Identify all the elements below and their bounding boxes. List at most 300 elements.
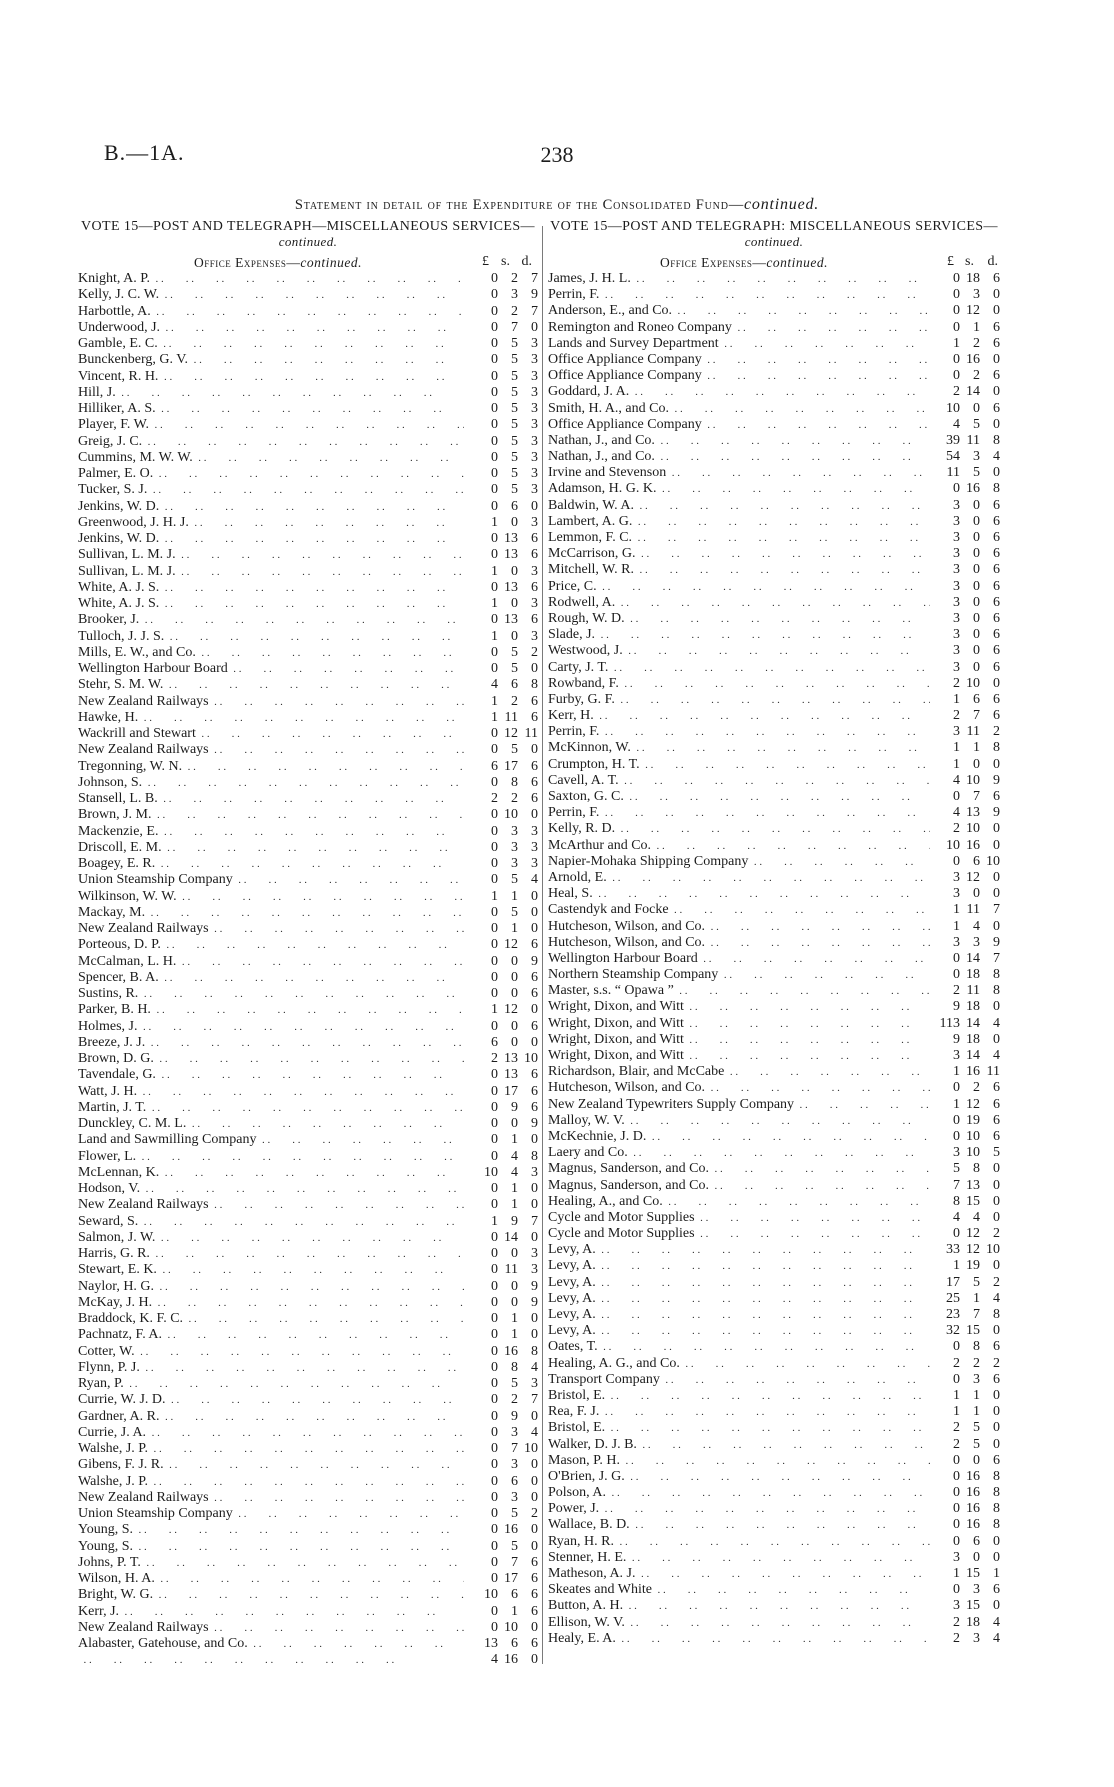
pounds-value: 0: [491, 1619, 498, 1635]
payee-name: Tavendale, G. . .: [78, 1067, 464, 1083]
payee-name: Crumpton, H. T. . .: [548, 757, 930, 773]
pence-value: 0: [531, 1311, 538, 1326]
pounds-value: 0: [491, 336, 498, 351]
table-row: [78, 271, 538, 287]
shillings-value: 5: [511, 482, 518, 498]
pence-value: 6: [993, 562, 1000, 578]
pence-value: 4: [993, 1015, 1000, 1031]
payee-name: Remington and Roneo Company . .: [548, 320, 930, 336]
left-table-body: [78, 271, 538, 1669]
shillings-value: 1: [511, 888, 518, 904]
shillings-value: 3: [973, 1582, 980, 1598]
shillings-value: 2: [511, 303, 518, 319]
payee-name: Anderson, E., and Co. . .: [548, 303, 930, 319]
shillings-value: 14: [966, 1015, 980, 1031]
shillings-value: 7: [511, 1441, 518, 1456]
payee-name: Healy, E. A. . .: [548, 1631, 930, 1647]
shillings-value: 18: [966, 1614, 980, 1630]
payee-name: Martin, J. T. . .: [78, 1100, 464, 1116]
pence-value: 3: [531, 856, 538, 871]
payee-name: Underwood, J. . .: [78, 320, 464, 336]
pounds-value: 0: [491, 1278, 498, 1294]
table-row: [78, 677, 538, 693]
pence-value: 9: [531, 287, 538, 303]
payee-name: Currie, W. J. D. . .: [78, 1392, 464, 1408]
pounds-value: 0: [491, 872, 498, 888]
table-row: [78, 710, 538, 726]
table-row: [78, 434, 538, 450]
table-row: [78, 1084, 538, 1100]
payee-name: Stansell, L. B. . .: [78, 791, 464, 807]
payee-name: Brown, J. M. . .: [78, 807, 464, 823]
pence-value: 0: [531, 888, 538, 904]
payee-name: Jenkins, W. D. . .: [78, 531, 464, 547]
table-row: [548, 1598, 1000, 1614]
pounds-value: 1: [953, 1096, 960, 1112]
shillings-value: 3: [973, 934, 980, 950]
payee-name: Greenwood, J. H. J. . .: [78, 515, 464, 531]
pence-value: 3: [531, 514, 538, 530]
left-shillings-header: s.: [501, 254, 510, 269]
payee-name: Watt, J. H. . .: [78, 1084, 464, 1100]
payee-name: Kelly, J. C. W. . .: [78, 287, 464, 303]
shillings-value: 16: [966, 1485, 980, 1501]
pence-value: 0: [993, 999, 1000, 1015]
table-row: [548, 401, 1000, 417]
table-row: [78, 547, 538, 563]
table-row: [548, 951, 1000, 967]
pounds-value: 3: [953, 724, 960, 740]
payee-name: Wallace, B. D. . .: [548, 1517, 930, 1533]
payee-name: Flower, L. . .: [78, 1149, 464, 1165]
pence-value: 3: [531, 563, 538, 579]
pence-value: 0: [531, 1034, 538, 1050]
payee-name: Bunckenberg, G. V. . .: [78, 352, 464, 368]
pence-value: 0: [993, 1387, 1000, 1403]
pence-value: 3: [531, 1246, 538, 1261]
pounds-value: 1: [491, 709, 498, 725]
shillings-value: 5: [511, 742, 518, 758]
table-row: [548, 433, 1000, 449]
payee-name: McKechnie, J. D. . .: [548, 1129, 930, 1145]
table-row: [548, 1631, 1000, 1647]
payee-name: Rea, F. J. . .: [548, 1404, 930, 1420]
table-row: [548, 902, 1000, 918]
pence-value: 7: [993, 950, 1000, 966]
pounds-value: 0: [491, 368, 498, 384]
pounds-value: 0: [491, 1311, 498, 1326]
shillings-value: 1: [511, 1132, 518, 1148]
shillings-value: 0: [973, 594, 980, 610]
pounds-value: 0: [491, 1099, 498, 1115]
pounds-value: 3: [953, 562, 960, 578]
shillings-value: 1: [973, 1404, 980, 1420]
shillings-value: 14: [504, 1229, 518, 1245]
pounds-value: 0: [491, 1603, 498, 1619]
table-row: [548, 1404, 1000, 1420]
pounds-value: 0: [953, 481, 960, 497]
pounds-value: 2: [953, 675, 960, 691]
shillings-value: 11: [966, 902, 980, 918]
pounds-value: 0: [491, 644, 498, 660]
table-row: [548, 271, 1000, 287]
pounds-value: 0: [953, 319, 960, 335]
pence-value: 6: [531, 774, 538, 790]
pounds-value: 6: [491, 1034, 498, 1050]
shillings-value: 6: [973, 1533, 980, 1549]
shillings-value: 11: [504, 709, 518, 725]
payee-name: Tucker, S. J. . .: [78, 482, 464, 498]
pence-value: 4: [993, 1290, 1000, 1306]
statement-title: [0, 196, 1114, 214]
right-vote-title-text: VOTE 15—POST AND TELEGRAPH: MISCELLANEOUS SERVICES—: [550, 219, 998, 234]
pounds-value: 0: [491, 482, 498, 498]
pounds-value: 0: [491, 303, 498, 319]
table-row: [78, 629, 538, 645]
pounds-value: 2: [491, 791, 498, 806]
pounds-value: 0: [491, 1554, 498, 1570]
pence-value: 3: [531, 628, 538, 644]
payee-name: Adamson, H. G. K. . .: [548, 481, 930, 497]
shillings-value: 11: [966, 724, 980, 740]
pounds-value: 0: [491, 1148, 498, 1164]
table-row: [78, 1116, 538, 1132]
pence-value: 3: [531, 384, 538, 400]
shillings-value: 0: [511, 596, 518, 611]
pounds-value: 4: [953, 416, 960, 432]
shillings-value: 0: [511, 1018, 518, 1034]
payee-name: Hutcheson, Wilson, and Co. . .: [548, 935, 930, 951]
table-row: [78, 986, 538, 1002]
pence-value: 3: [531, 596, 538, 611]
pounds-value: 0: [491, 904, 498, 920]
shillings-value: 5: [511, 872, 518, 888]
table-row: [548, 1275, 1000, 1291]
table-row: [78, 694, 538, 710]
shillings-value: 10: [966, 675, 980, 691]
shillings-value: 18: [966, 999, 980, 1015]
table-row: [78, 856, 538, 872]
pence-value: 4: [531, 872, 538, 888]
pounds-value: 0: [491, 433, 498, 449]
pounds-value: 0: [491, 271, 498, 286]
pence-value: 6: [993, 578, 1000, 594]
statement-title-suffix: continued.: [744, 196, 820, 213]
pounds-value: 0: [491, 726, 498, 741]
table-row: [78, 596, 538, 612]
table-row: [548, 967, 1000, 983]
pounds-value: 0: [953, 1501, 960, 1517]
right-pounds-header: £: [947, 254, 954, 269]
payee-name: Hill, J. . .: [78, 385, 464, 401]
shillings-value: 1: [973, 319, 980, 335]
pence-value: 0: [531, 1181, 538, 1196]
table-row: [78, 1246, 538, 1262]
payee-name: Arnold, E. . .: [548, 870, 930, 886]
table-row: [548, 1129, 1000, 1145]
pounds-value: 2: [491, 1051, 498, 1066]
pence-value: 6: [993, 610, 1000, 626]
right-table-body: [548, 271, 1000, 1647]
pounds-value: 0: [953, 1452, 960, 1468]
payee-name: Laery and Co. . .: [548, 1145, 930, 1161]
pence-value: 0: [993, 1436, 1000, 1452]
table-row: [78, 921, 538, 937]
pence-value: 8: [993, 481, 1000, 497]
pence-value: 6: [531, 1636, 538, 1651]
payee-name: [78, 1652, 464, 1668]
pence-value: 6: [993, 627, 1000, 643]
payee-name: Wright, Dixon, and Witt . .: [548, 999, 930, 1015]
pounds-value: 0: [953, 1128, 960, 1144]
pence-value: 10: [524, 1051, 538, 1066]
pence-value: 3: [531, 466, 538, 481]
payee-name: Union Steamship Company . .: [78, 1506, 464, 1522]
pence-value: 6: [531, 1099, 538, 1115]
shillings-value: 3: [511, 1424, 518, 1440]
pence-value: 0: [993, 287, 1000, 303]
payee-name: New Zealand Typewriters Supply Company . .: [548, 1097, 930, 1113]
shillings-value: 16: [504, 1522, 518, 1538]
pounds-value: 3: [953, 643, 960, 659]
pence-value: 6: [531, 1554, 538, 1570]
payee-name: Currie, J. A. . .: [78, 1425, 464, 1441]
table-row: [78, 1474, 538, 1490]
table-row: [548, 1242, 1000, 1258]
table-row: [548, 611, 1000, 627]
pence-value: 8: [993, 1501, 1000, 1517]
pounds-value: 1: [953, 335, 960, 351]
shillings-value: 5: [973, 1436, 980, 1452]
pence-value: 6: [993, 643, 1000, 659]
table-row: [548, 546, 1000, 562]
pounds-value: 2: [953, 821, 960, 837]
pounds-value: 3: [953, 627, 960, 643]
pence-value: 0: [993, 1031, 1000, 1047]
table-row: [78, 824, 538, 840]
pounds-value: 0: [491, 1246, 498, 1261]
table-row: [78, 531, 538, 547]
shillings-value: 5: [511, 1376, 518, 1391]
pounds-value: 11: [946, 465, 960, 481]
shillings-value: 3: [511, 1457, 518, 1473]
pounds-value: 0: [491, 319, 498, 335]
shillings-value: 5: [511, 352, 518, 368]
pounds-value: 1: [953, 1404, 960, 1420]
pounds-value: 0: [491, 661, 498, 676]
pence-value: 3: [531, 336, 538, 351]
table-row: [78, 304, 538, 320]
table-row: [78, 612, 538, 628]
payee-name: Tregonning, W. N. . .: [78, 759, 464, 775]
page-number: 238: [540, 142, 574, 167]
pence-value: 6: [993, 1128, 1000, 1144]
shillings-value: 16: [966, 1501, 980, 1517]
pounds-value: 0: [953, 1080, 960, 1096]
table-row: [548, 708, 1000, 724]
payee-name: New Zealand Railways . .: [78, 1490, 464, 1506]
pence-value: 0: [531, 1473, 538, 1489]
shillings-value: 2: [511, 791, 518, 806]
shillings-value: 8: [973, 1161, 980, 1177]
pounds-value: 3: [953, 594, 960, 610]
shillings-value: 10: [966, 821, 980, 837]
shillings-value: 9: [511, 1099, 518, 1115]
pounds-value: 0: [491, 384, 498, 400]
pounds-value: 0: [491, 823, 498, 839]
shillings-value: 11: [966, 432, 980, 448]
pence-value: 0: [531, 498, 538, 514]
table-row: [548, 999, 1000, 1015]
pounds-value: 0: [491, 1538, 498, 1554]
payee-name: Skeates and White . .: [548, 1582, 930, 1598]
shillings-value: 10: [504, 1619, 518, 1635]
pence-value: 6: [531, 1603, 538, 1619]
left-vote-title-text: VOTE 15—POST AND TELEGRAPH—MISCELLANEOUS SERVICES—: [81, 219, 535, 234]
payee-name: Stewart, E. K. . .: [78, 1262, 464, 1278]
shillings-value: 2: [973, 335, 980, 351]
shillings-value: 5: [511, 1506, 518, 1521]
shillings-value: 13: [504, 579, 518, 595]
payee-name: Cycle and Motor Supplies . .: [548, 1210, 930, 1226]
table-row: [548, 1145, 1000, 1161]
pence-value: 0: [531, 1619, 538, 1635]
shillings-value: 11: [966, 983, 980, 999]
shillings-value: 0: [973, 610, 980, 626]
pence-value: 3: [531, 823, 538, 839]
pence-value: 0: [993, 1209, 1000, 1225]
right-pence-header: d.: [987, 254, 998, 269]
payee-name: Wright, Dixon, and Witt . .: [548, 1048, 930, 1064]
shillings-value: 15: [966, 1598, 980, 1614]
shillings-value: 13: [504, 547, 518, 563]
shillings-value: 7: [973, 708, 980, 724]
table-row: [548, 1258, 1000, 1274]
shillings-value: 5: [973, 416, 980, 432]
pence-value: 4: [531, 1359, 538, 1375]
shillings-value: 2: [511, 693, 518, 709]
shillings-value: 3: [511, 856, 518, 871]
pounds-value: 3: [953, 578, 960, 594]
pounds-value: 0: [491, 1018, 498, 1034]
pounds-value: 1: [953, 1064, 960, 1080]
shillings-value: 1: [973, 1387, 980, 1403]
pounds-value: 4: [953, 772, 960, 788]
table-row: [548, 660, 1000, 676]
payee-name: Mason, P. H. . .: [548, 1453, 930, 1469]
payee-name: Sullivan, L. M. J. . .: [78, 547, 464, 563]
payee-name: Kelly, R. D. . .: [548, 821, 930, 837]
table-row: [78, 1262, 538, 1278]
payee-name: Polson, A. . .: [548, 1485, 930, 1501]
pence-value: 6: [993, 513, 1000, 529]
shillings-value: 0: [511, 1116, 518, 1131]
shillings-value: 9: [511, 1213, 518, 1229]
shillings-value: 17: [504, 1083, 518, 1099]
payee-name: Union Steamship Company . .: [78, 872, 464, 888]
table-row: [548, 1582, 1000, 1598]
shillings-value: 12: [966, 1226, 980, 1242]
pence-value: 8: [993, 1485, 1000, 1501]
pence-value: 7: [531, 1392, 538, 1408]
shillings-value: 12: [966, 869, 980, 885]
pence-value: 4: [993, 1614, 1000, 1630]
pence-value: 6: [531, 709, 538, 725]
pounds-value: 2: [953, 1614, 960, 1630]
pence-value: 0: [531, 742, 538, 758]
pence-value: 6: [993, 400, 1000, 416]
pence-value: 6: [993, 271, 1000, 286]
pence-value: 9: [993, 805, 1000, 821]
pounds-value: 0: [491, 1571, 498, 1586]
pounds-value: 8: [953, 1193, 960, 1209]
payee-name: Malloy, W. V. . .: [548, 1113, 930, 1129]
payee-name: Driscoll, E. M. . .: [78, 840, 464, 856]
payee-name: Walshe, J. P. . .: [78, 1474, 464, 1490]
left-pence-header: d.: [521, 254, 532, 269]
table-row: [78, 1636, 538, 1652]
pounds-value: 0: [953, 287, 960, 303]
pounds-value: 0: [953, 1226, 960, 1242]
table-row: [548, 676, 1000, 692]
table-row: [548, 562, 1000, 578]
payee-name: Tulloch, J. J. S. . .: [78, 629, 464, 645]
payee-name: Furby, G. F. . .: [548, 692, 930, 708]
pounds-value: 1: [491, 888, 498, 904]
pounds-value: 0: [491, 1489, 498, 1505]
payee-name: Lemmon, F. C. . .: [548, 530, 930, 546]
payee-name: Gardner, A. R. . .: [78, 1409, 464, 1425]
pounds-value: 23: [946, 1307, 960, 1322]
pence-value: 0: [993, 1420, 1000, 1436]
payee-name: Jenkins, W. D. . .: [78, 499, 464, 515]
pounds-value: 1: [953, 691, 960, 707]
table-row: [548, 303, 1000, 319]
payee-name: Healing, A. G., and Co. . .: [548, 1356, 930, 1372]
shillings-value: 0: [973, 562, 980, 578]
left-pounds-header: £: [482, 254, 489, 269]
payee-name: Bright, W. G. . .: [78, 1587, 464, 1603]
left-subheading: [78, 255, 478, 271]
table-row: [548, 1080, 1000, 1096]
shillings-value: 13: [504, 612, 518, 628]
payee-name: Hawke, H. . .: [78, 710, 464, 726]
payee-name: White, A. J. S. . .: [78, 580, 464, 596]
payee-name: Hutcheson, Wilson, and Co. . .: [548, 1080, 930, 1096]
pounds-value: 0: [491, 1229, 498, 1245]
shillings-value: 12: [966, 303, 980, 319]
pounds-value: 0: [491, 417, 498, 433]
pounds-value: 9: [953, 999, 960, 1015]
pounds-value: 0: [953, 1582, 960, 1598]
shillings-value: 10: [504, 807, 518, 823]
payee-name: Levy, A. . .: [548, 1258, 930, 1274]
shillings-value: 8: [973, 1339, 980, 1355]
shillings-value: 2: [511, 271, 518, 286]
table-row: [548, 1485, 1000, 1501]
shillings-value: 6: [511, 498, 518, 514]
pounds-value: 0: [491, 969, 498, 985]
shillings-value: 5: [511, 384, 518, 400]
column-divider: [542, 226, 543, 1664]
payee-name: Player, F. W. . .: [78, 417, 464, 433]
pence-value: 2: [531, 644, 538, 660]
table-row: [548, 1339, 1000, 1355]
table-row: [78, 840, 538, 856]
pence-value: 0: [993, 869, 1000, 885]
pence-value: 4: [993, 449, 1000, 465]
table-row: [548, 579, 1000, 595]
